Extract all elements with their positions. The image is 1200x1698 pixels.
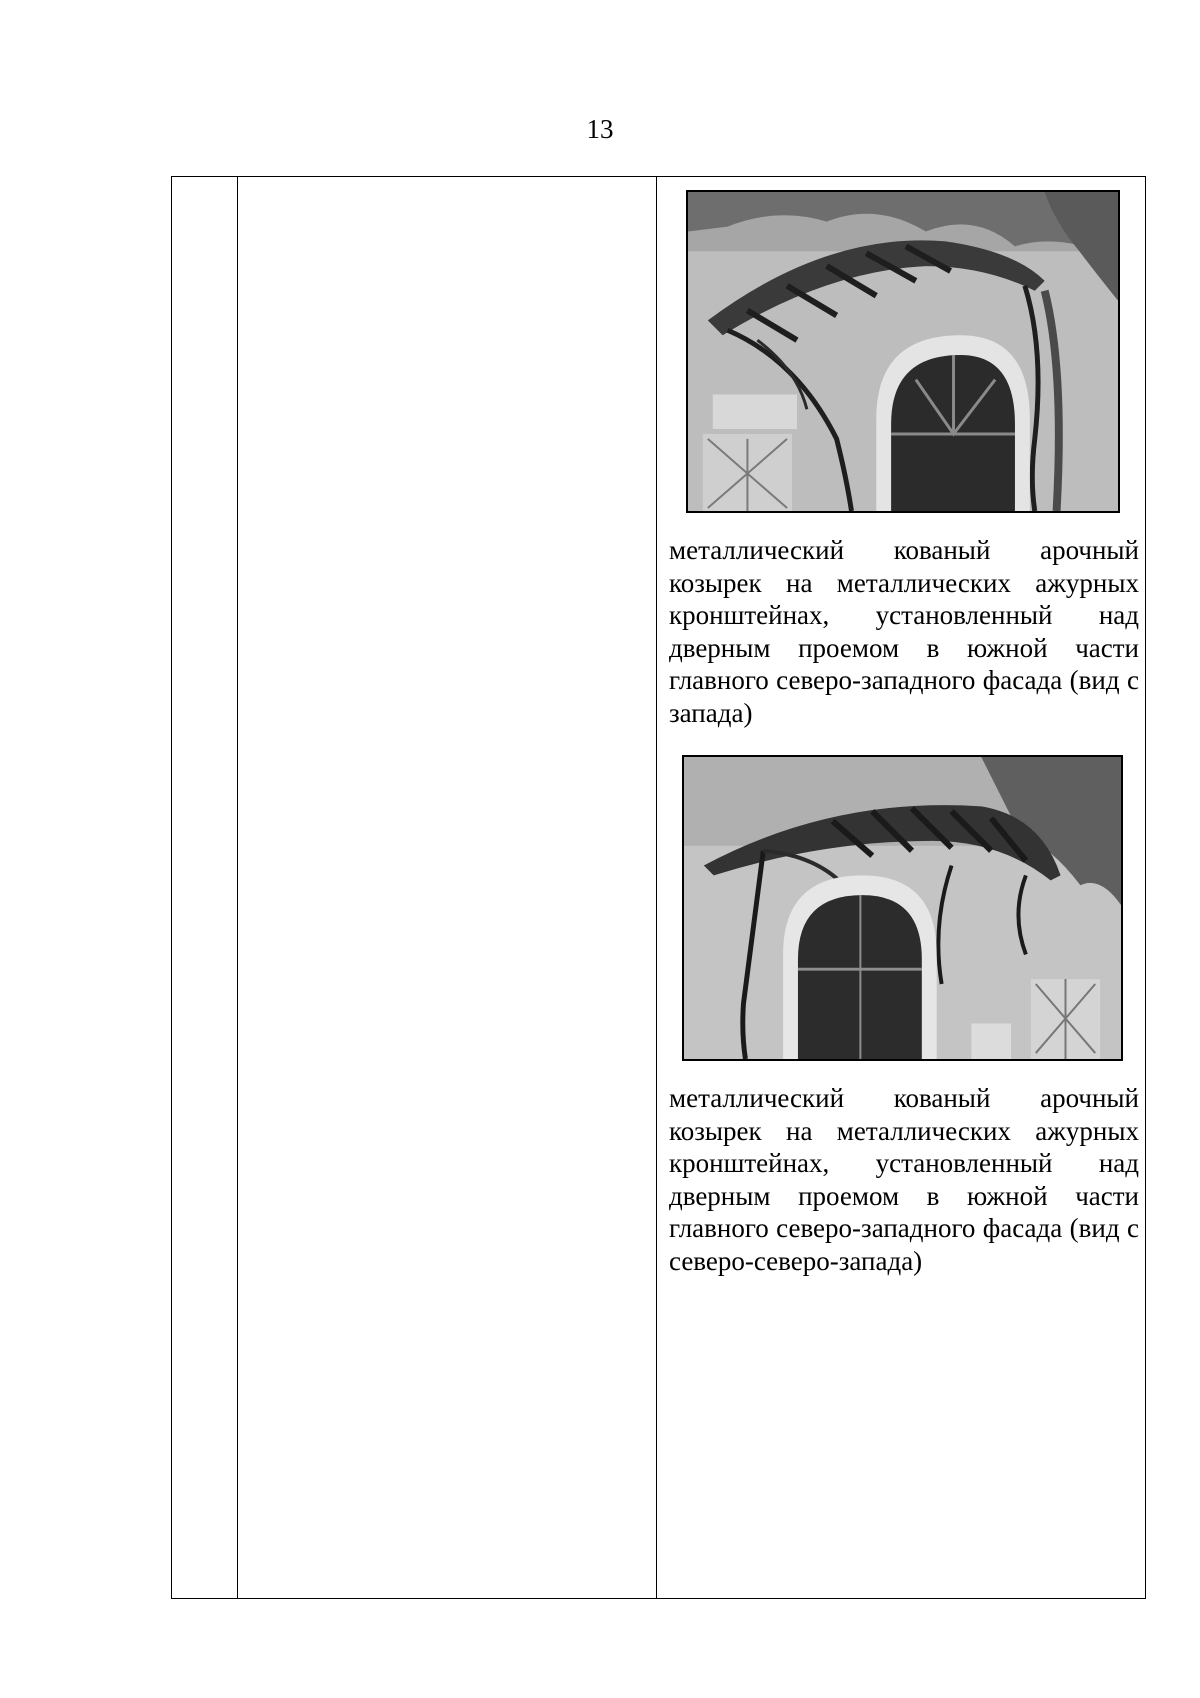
photo-caption-1: металлический кованый арочный козырек на металлических ажурных кронштейнах, установленный над дверным проемом в южной части главного северо-западного фасада (вид с запада) [669, 535, 1139, 728]
photo-canopy-nnw [682, 755, 1123, 1061]
canopy-photo-icon [688, 192, 1118, 511]
canopy-photo-icon [684, 757, 1121, 1059]
column-divider-2 [656, 177, 657, 1598]
photo-canopy-west [686, 190, 1120, 513]
photo-caption-2: металлический кованый арочный козырек на металлических ажурных кронштейнах, установленный над дверным проемом в южной части главного северо-западного фасада (вид с северо-северо-запада) [669, 1083, 1139, 1276]
page-number: 13 [586, 114, 614, 144]
column-divider-1 [237, 177, 238, 1598]
